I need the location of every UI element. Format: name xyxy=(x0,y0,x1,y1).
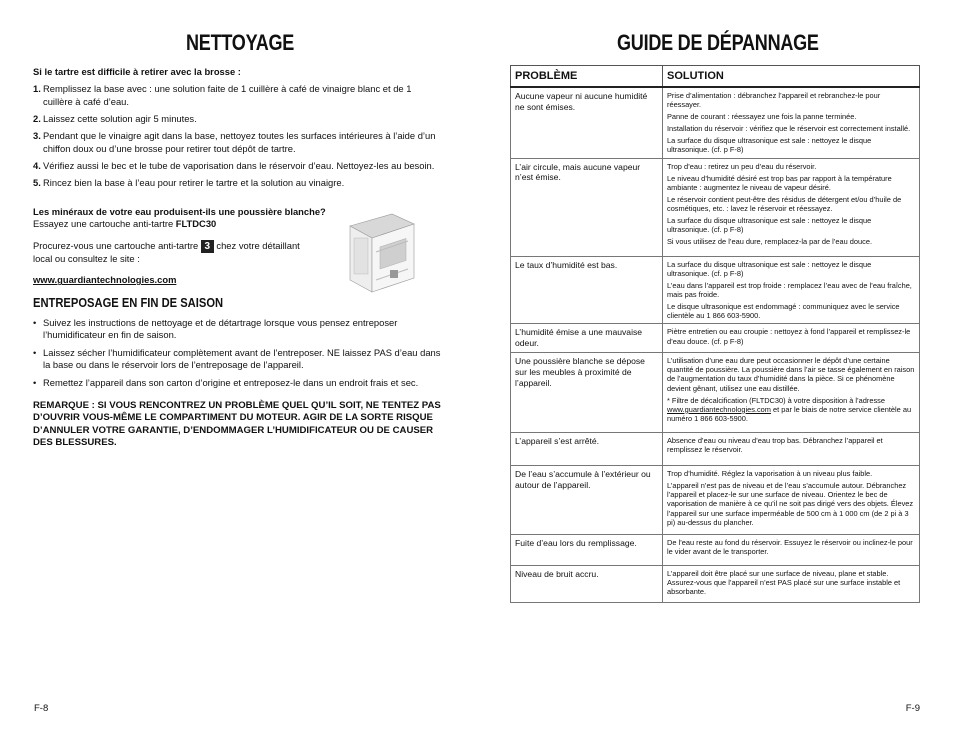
solution-cell xyxy=(663,87,920,158)
step-text: Rincez bien la base à l’eau pour retirer le tartre et la solution au vinaigre. xyxy=(43,177,345,189)
model-number: FLTDC30 xyxy=(175,218,217,230)
warning-remark: REMARQUE : SI VOUS RENCONTREZ UN PROBLÈME QUEL QU’IL SOIT, NE TENTEZ PAS D’OUVRIR VOUS-MÊME LE COMPARTIMENT DU MOTEUR. AGIR DE LA SORTE RISQUE D’ANNULER VOTRE GARANTIE, D’ENDOMMAGER L’HUMIDIFICATEUR OU DE CAUSER DES BLESSURES. xyxy=(33,400,441,449)
problem-cell: Niveau de bruit accru. xyxy=(511,566,663,603)
table-row xyxy=(511,566,920,603)
step-text: Pendant que le vinaigre agit dans la base, nettoyez toutes les surfaces intérieures à l’aide d’un chiffon doux ou d’une brosse pour retirer tout dépôt de tartre. xyxy=(43,130,436,154)
solution-cell xyxy=(663,466,920,535)
cleaning-step xyxy=(33,177,443,189)
solution-item: * Filtre de décalcification (FLTDC30) à votre disposition à l’adresse xyxy=(667,395,885,405)
column-header-solution: SOLUTION xyxy=(663,66,920,88)
cleaning-section xyxy=(33,66,443,194)
solution-item: Le disque ultrasonique est endommagé : communiquez avec le service clientèle au 1 866 603-5900. xyxy=(667,302,900,321)
solution-cell xyxy=(663,324,920,353)
mineral-heading: Les minéraux de votre eau produisent-ils une poussière blanche? xyxy=(33,206,326,217)
solution-item: L’utilisation d’une eau dure peut occasionner le dépôt d’une certaine quantité de poussière. La poussière dans l’air se tasse également en raison de l’augmentation du taux d’humidité dans la pièce. Si ce phénomène devient gênant, utilisez une eau distillée. xyxy=(667,356,915,393)
solution-cell xyxy=(663,256,920,324)
table-row xyxy=(511,324,920,353)
table-row xyxy=(511,87,920,158)
table-row xyxy=(511,466,920,535)
problem-cell: Aucune vapeur ni aucune humidité ne sont émises. xyxy=(511,87,663,158)
table-row xyxy=(511,353,920,433)
page-number: F-8 xyxy=(34,703,49,714)
season-heading: ENTREPOSAGE EN FIN DE SAISON xyxy=(33,295,224,310)
website-link[interactable]: www.guardiantechnologies.com xyxy=(667,404,771,414)
list-item: • Remettez l’appareil dans son carton d’origine et entreposez-le dans un endroit frais et sec. xyxy=(33,377,443,389)
column-header-problem: PROBLÈME xyxy=(511,66,663,88)
solution-cell xyxy=(663,566,920,603)
solution-item: L’appareil doit être placé sur une surface de niveau, plane et stable. Assurez-vous que l’appareil n’est PAS placé sur une surface instable et absorbante. xyxy=(667,569,901,597)
list-item: • Laissez sécher l’humidificateur complètement avant de l’entreposer. NE laissez PAS d’eau dans la base ou dans le réservoir lors de l’entreposage de l’appareil. xyxy=(33,347,443,372)
cleaning-intro: Si le tartre est difficile à retirer avec la brosse : xyxy=(33,66,241,77)
cleaning-step xyxy=(33,130,443,155)
step-number: 1. xyxy=(33,83,41,95)
mineral-line: Essayez une cartouche anti-tartre xyxy=(33,218,174,230)
table-row xyxy=(511,256,920,324)
list-item: • Suivez les instructions de nettoyage et de détartrage lorsque vous pensez entreposer l’humidificateur en fin de saison. xyxy=(33,317,443,342)
step-text: Laissez cette solution agir 5 minutes. xyxy=(43,113,197,125)
procure-text-cont: chez votre détaillant local ou consultez le site : xyxy=(33,239,300,264)
solution-item: Piètre entretien ou eau croupie : nettoyez à fond l’appareil et remplissez-le d’eau douce. (cf. p F-8) xyxy=(667,327,911,346)
solution-item: Trop d’humidité. Réglez la vaporisation à un niveau plus faible. xyxy=(667,469,873,479)
right-page xyxy=(477,0,954,738)
solution-item: L’eau dans l’appareil est trop froide : remplacez l’eau avec de l’eau fraîche, mais pas froide. xyxy=(667,280,912,300)
table-row xyxy=(511,158,920,256)
page-title: NETTOYAGE xyxy=(186,30,295,55)
problem-cell: L’air circule, mais aucune vapeur n’est émise. xyxy=(511,158,663,256)
step-number: 2. xyxy=(33,113,41,125)
solution-item: La surface du disque ultrasonique est sale : nettoyez le disque ultrasonique. (cf. p F-8) xyxy=(667,216,872,235)
solution-item: La surface du disque ultrasonique est sale : nettoyez le disque ultrasonique. (cf. p F-8) xyxy=(667,136,872,155)
mineral-section xyxy=(33,206,353,287)
solution-item: Trop d’eau : retirez un peu d’eau du réservoir. xyxy=(667,161,817,171)
step-number: 4. xyxy=(33,159,41,171)
season-list xyxy=(33,317,443,394)
table-header-row xyxy=(511,66,920,88)
procure-text: Procurez-vous une cartouche anti-tartre xyxy=(33,239,199,251)
problem-cell: De l’eau s’accumule à l’extérieur ou autour de l’appareil. xyxy=(511,466,663,535)
table-row xyxy=(511,535,920,566)
problem-cell: L’appareil s’est arrêté. xyxy=(511,433,663,466)
solution-item: Le réservoir contient peut-être des résidus de détergent et/ou d’huile de cosmétiques, etc. : lavez le réservoir et réessayez. xyxy=(667,194,902,214)
page-number: F-9 xyxy=(905,703,920,714)
solution-item: Absence d’eau ou niveau d’eau trop bas. Débranchez l’appareil et remplissez le réservoir. xyxy=(667,436,883,455)
cleaning-step xyxy=(33,113,443,125)
website-link[interactable]: www.guardiantechnologies.com xyxy=(33,274,177,286)
troubleshooting-table xyxy=(510,65,920,603)
table-row xyxy=(511,433,920,466)
problem-cell: Une poussière blanche se dépose sur les meubles à proximité de l’appareil. xyxy=(511,353,663,433)
cartridge-box-image xyxy=(346,208,418,294)
number-badge: 3 xyxy=(201,240,214,253)
solution-item: De l’eau reste au fond du réservoir. Essuyez le réservoir ou inclinez-le pour le vider avant de le transporter. xyxy=(667,538,913,557)
solution-cell xyxy=(663,353,920,433)
step-number: 5. xyxy=(33,177,41,189)
solution-cell xyxy=(663,158,920,256)
step-text: Vérifiez aussi le bec et le tube de vaporisation dans le réservoir d’eau. Nettoyez-les au besoin. xyxy=(43,159,435,171)
problem-cell: Fuite d’eau lors du remplissage. xyxy=(511,535,663,566)
solution-item: La surface du disque ultrasonique est sale : nettoyez le disque ultrasonique. (cf. p F-8) xyxy=(667,259,872,278)
solution-cell xyxy=(663,433,920,466)
step-text: Remplissez la base avec : une solution faite de 1 cuillère à café de vinaigre blanc et de 1 cuillère à café d’eau. xyxy=(43,83,412,107)
cleaning-step xyxy=(33,160,443,172)
solution-item: Installation du réservoir : vérifiez que le réservoir est correctement installé. xyxy=(667,124,911,134)
solution-item: L’appareil n’est pas de niveau et de l’eau s’accumule autour. Débranchez l’appareil et placez-le sur une surface de niveau. Orientez le bec de vaporisation de manière à ce qu’il ne soit pas dirigé vers des objets. Élevez l’appareil sur une surface imperméable de 500 cm à 1 000 cm (de 2 pi à 3 pi) au-dessus du plancher. xyxy=(667,481,914,527)
problem-cell: L’humidité émise a une mauvaise odeur. xyxy=(511,324,663,353)
solution-item: Le niveau d’humidité désiré est trop bas par rapport à la température ambiante : augmentez le niveau de vapeur désiré. xyxy=(667,173,892,192)
solution-item: Panne de courant : réessayez une fois la panne terminée. xyxy=(667,112,857,122)
solution-item: Si vous utilisez de l’eau dure, remplacez-la par de l’eau douce. xyxy=(667,237,873,247)
problem-cell: Le taux d’humidité est bas. xyxy=(511,256,663,324)
page-title: GUIDE DE DÉPANNAGE xyxy=(617,30,819,55)
solution-item: et par le biais de notre service clientèle au numéro 1 866 603-5900. xyxy=(667,404,912,424)
solution-item: Prise d’alimentation : débranchez l’appareil et rebranchez-le pour réessayer. xyxy=(667,91,881,110)
cleaning-step xyxy=(33,83,443,108)
solution-cell xyxy=(663,535,920,566)
step-number: 3. xyxy=(33,130,41,142)
